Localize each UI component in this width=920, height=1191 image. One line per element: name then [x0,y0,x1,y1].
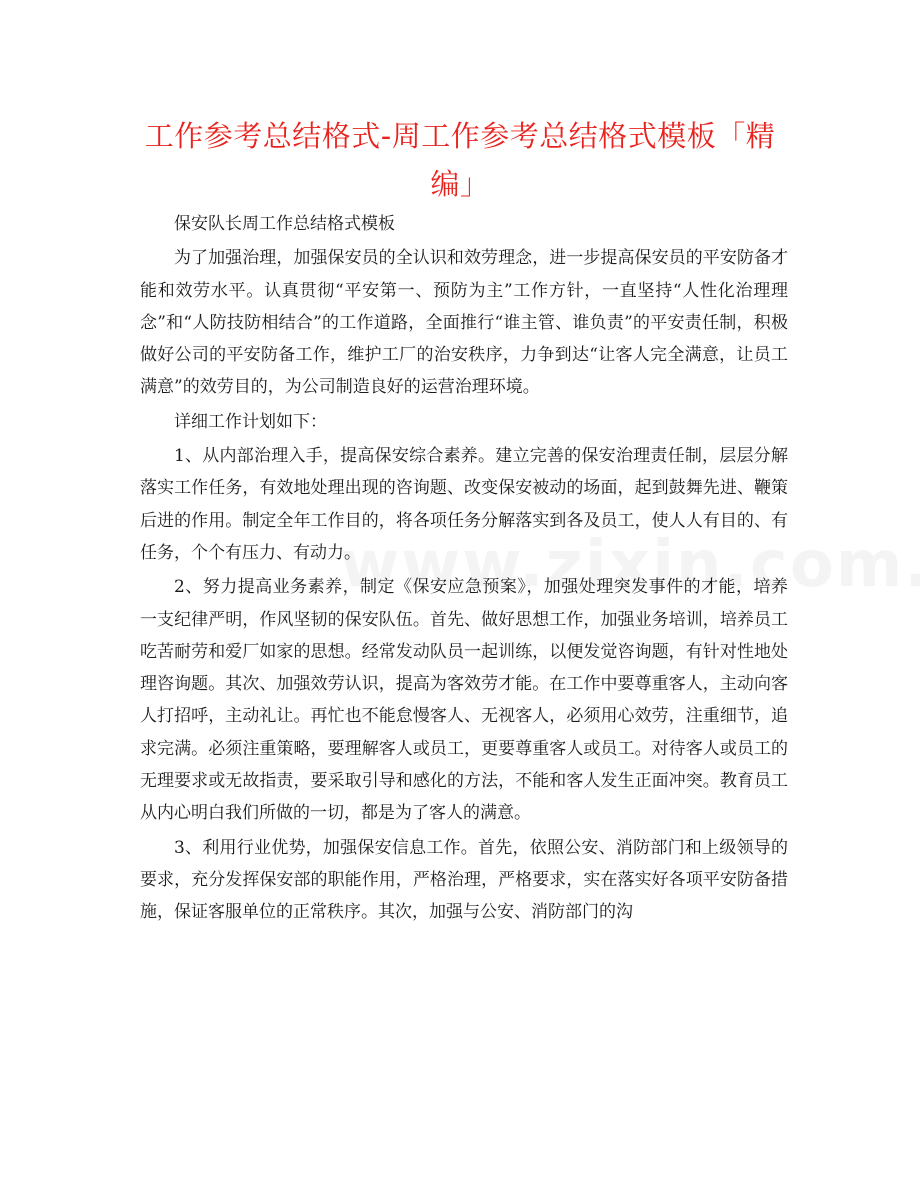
body-paragraph: 详细工作计划如下： [174,411,327,432]
section-heading: 保安队长周工作总结格式模板 [174,214,395,234]
document-title: 工作参考总结格式-周工作参考总结格式模板「精编」 [144,119,776,201]
document-body [140,208,788,929]
body-paragraph: 1、从内部治理入手，提高保安综合素养。建立完善的保安治理责任制，层层分解落实工作任务，有效地处理出现的咨询题、改变保安被动的场面，起到鼓舞先进、鞭策后进的作用。制定全年工作目的，将各项任务分解落实到各及员工，使人人有目的、有任务，个个有压力、有动力。 [140,446,788,563]
body-paragraph: 2、努力提高业务素养，制定《保安应急预案》，加强处理突发事件的才能，培养一支纪律严明，作风坚韧的保安队伍。首先、做好思想工作，加强业务培训，培养员工吃苦耐劳和爱厂如家的思想。经常发动队员一起训练，以便发觉咨询题，有针对性地处理咨询题。其次、加强效劳认识，提高为客效劳才能。在工作中要尊重客人，主动向客人打招呼，主动礼让。再忙也不能怠慢客人、无视客人，必须用心效劳，注重细节，追求完满。必须注重策略，要理解客人或员工，更要尊重客人或员工。对待客人或员工的无理要求或无故指责，要采取引导和感化的方法，不能和客人发生正面冲突。教育员工从内心明白我们所做的一切，都是为了客人的满意。 [140,577,788,824]
body-paragraph: 为了加强治理，加强保安员的全认识和效劳理念，进一步提高保安员的平安防备才能和效劳水平。认真贯彻“平安第一、预防为主”工作方针，一直坚持“人性化治理理念”和“人防技防相结合”的工作道路，全面推行“谁主管、谁负责”的平安责任制，积极做好公司的平安防备工作，维护工厂的治安秩序，力争到达“让客人完全满意，让员工满意”的效劳目的，为公司制造良好的运营治理环境。 [140,248,788,398]
body-paragraph: 3、利用行业优势，加强保安信息工作。首先，依照公安、消防部门和上级领导的要求，充分发挥保安部的职能作用，严格治理，严格要求，实在落实好各项平安防备措施，保证客服单位的正常秩序。其次，加强与公安、消防部门的沟 [140,837,788,923]
